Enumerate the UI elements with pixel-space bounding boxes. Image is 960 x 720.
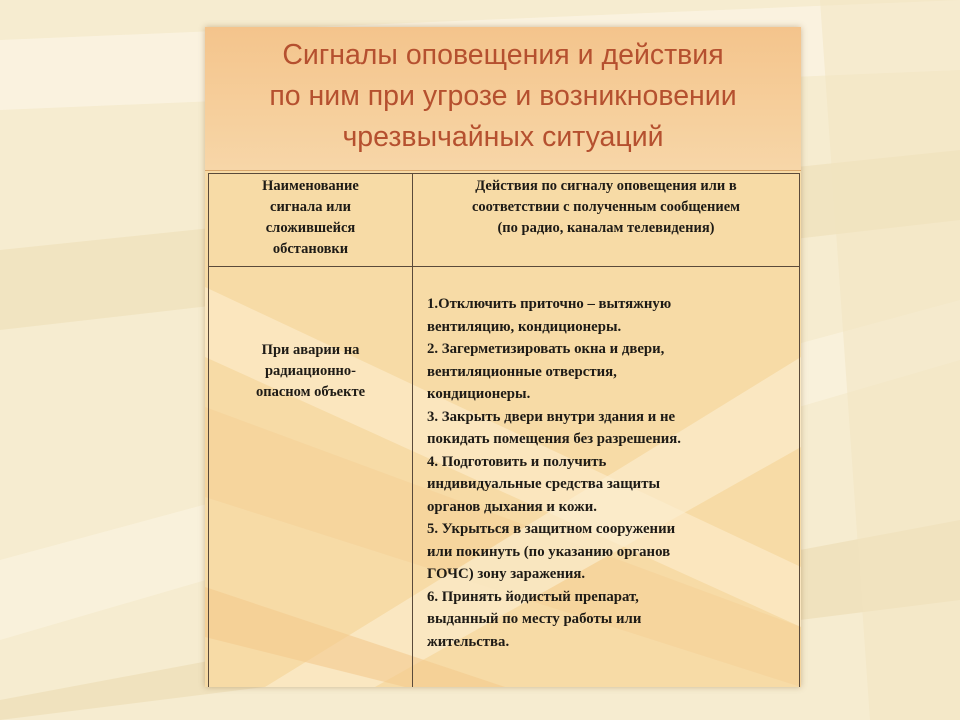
slide-title: Сигналы оповещения и действия по ним при угрозе и возникновении чрезвычайных ситуаций	[269, 39, 737, 153]
action-item-5: 5. Укрыться в защитном сооружении или покинуть (по указанию органов ГОЧС) зону заражения.	[427, 521, 676, 582]
action-item-4: 4. Подготовить и получить индивидуальные средства защиты органов дыхания и кожи.	[427, 453, 661, 515]
action-item-6: 6. Принять йодистый препарат, выданный по месту работы или жительства.	[427, 588, 642, 650]
signals-table	[208, 173, 800, 687]
action-item-3: 3. Закрыть двери внутри здания и не покидать помещения без разрешения.	[427, 408, 681, 447]
actions-cell	[413, 267, 800, 688]
table-header-row	[209, 174, 800, 267]
slide-card	[205, 27, 801, 687]
table-row	[209, 267, 800, 688]
action-item-2: 2. Загерметизировать окна и двери, вентиляционные отверстия, кондиционеры.	[427, 341, 665, 402]
title-band	[205, 27, 801, 171]
action-item-1: 1.Отключить приточно – вытяжную вентиляцию, кондиционеры.	[427, 296, 672, 335]
column-header-signal: Наименование сигнала или сложившейся обстановки	[209, 174, 413, 267]
signal-name-cell: При аварии на радиационно- опасном объекте	[209, 267, 413, 688]
column-header-actions: Действия по сигналу оповещения или в соответствии с полученным сообщением (по радио, каналам телевидения)	[413, 174, 800, 267]
